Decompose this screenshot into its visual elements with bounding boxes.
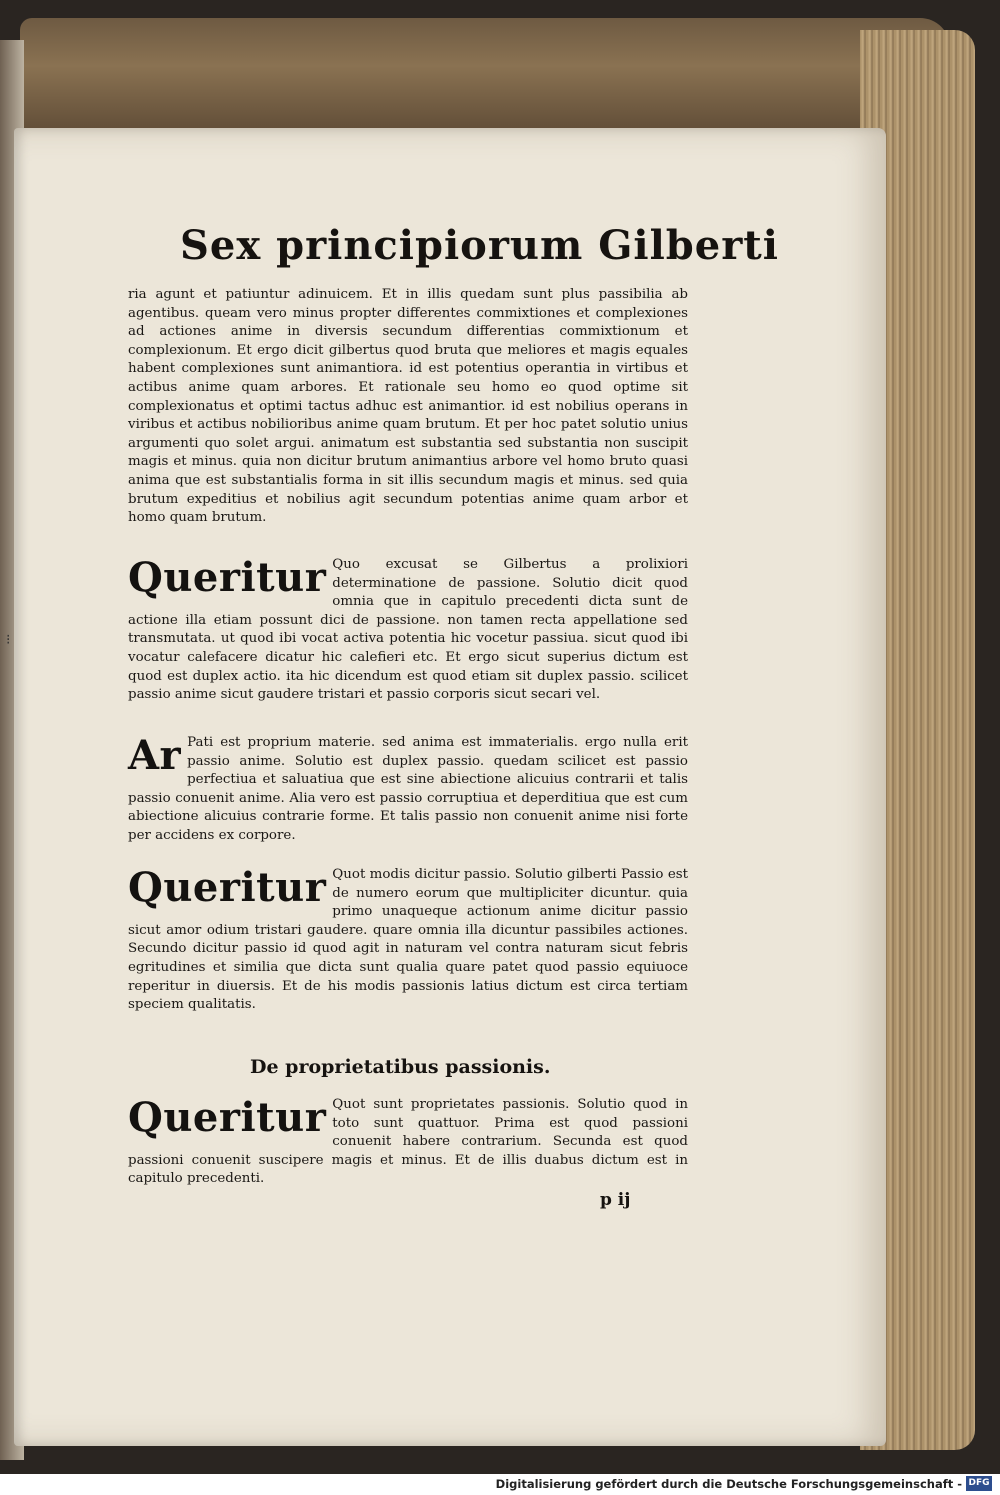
signature-mark: p ij [600, 1190, 631, 1210]
paragraph-4 [128, 866, 688, 1015]
dfg-logo-icon: DFG [966, 1476, 992, 1491]
paragraph-5 [128, 1096, 688, 1189]
paragraph-initial: Queritur [128, 1094, 327, 1141]
paragraph-text: Pati est proprium materie. sed anima est immaterialis. ergo nulla erit passio anime. Solutio est duplex passio. quedam scilicet est passio perfectiua et saluatiua que est sine abiectione alicuius contrarii et talis passio conuenit anime. Alia vero est passio corruptiua et deperditiua que est cum abiectione alicuius contrarie forme. Et talis passio non conuenit anime nisi forte per accidens ex corpore. [128, 735, 688, 843]
margin-mark: ⁝ [6, 632, 11, 648]
running-head: Sex principiorum Gilberti [180, 222, 779, 269]
paragraph-2 [128, 556, 688, 705]
funding-credit: Digitalisierung gefördert durch die Deutsche Forschungsgemeinschaft - [495, 1477, 962, 1491]
book-top-edge [20, 18, 950, 138]
paragraph-initial: Ar [128, 732, 182, 779]
paragraph-initial: Queritur [128, 554, 327, 601]
section-heading: De proprietatibus passionis. [250, 1056, 551, 1078]
paragraph-text: Quo excusat se Gilbertus a prolixiori determinatione de passione. Solutio dicit quod omnia que in capitulo precedenti dicta sunt de actione illa etiam possunt dici de passione. non tamen recta appellatione sed transmutata. ut quod ibi vocat activa potentia hic vocetur passiua. sicut quod ibi vocatur calefacere dicatur hic calefieri etc. Et ergo sicut superius dictum est quod est duplex actio. ita hic dicendum est quod etiam sit duplex passio. scilicet passio anime sicut gaudere tristari et passio corporis sicut secari vel. [128, 557, 688, 703]
paragraph-3 [128, 734, 688, 846]
paragraph-text: Quot sunt proprietates passionis. Solutio quod in toto sunt quattuor. Prima est quod passioni conuenit habere contrarium. Secunda est quod passioni conuenit suscipere magis et minus. Et de illis duabus dictum est in capitulo precedenti. [128, 1097, 688, 1187]
paragraph-text: Quot modis dicitur passio. Solutio gilberti Passio est de numero eorum que multipliciter dicuntur. quia primo unaqueque actionum anime dicitur passio sicut amor odium tristari gaudere. quare omnia illa dicuntur passibiles actiones. Secundo dicitur passio id quod agit in naturam vel contra naturam sicut febris egritudines et similia que dicta sunt qualia quare patet quod passio equiuoce reperitur in diuersis. Et de his modis passionis latius dictum est circa tertiam speciem qualitatis. [128, 867, 688, 1013]
paragraph-text: ria agunt et patiuntur adinuicem. Et in illis quedam sunt plus passibilia ab agentibus. queam vero minus propter differentes commixtiones et complexiones ad actiones anime in diversis secundum differentias commixtionum et complexionum. Et ergo dicit gilbertus quod bruta que meliores et magis equales habent complexiones sunt animantiora. id est potentius operantia in virtibus et actibus anime quam arbores. Et rationale seu homo eo quod optime sit complexionatus et optimi tactus adhuc est animantior. id est nobilius operans in viribus et actibus nobilioribus anime quam brutum. Et per hoc patet solutio unius argumenti quo solet argui. animatum est substantia sed substantia non suscipit magis et minus. quia non dicitur brutum animantius arbore vel homo bruto quasi anima que est substantialis forma in sit illis secundum magis et minus. sed quia brutum expeditius et nobilius agit secundum potentias anime quam arbor et homo quam brutum. [128, 287, 688, 526]
paragraph-1 [128, 286, 688, 528]
paragraph-initial: Queritur [128, 864, 327, 911]
